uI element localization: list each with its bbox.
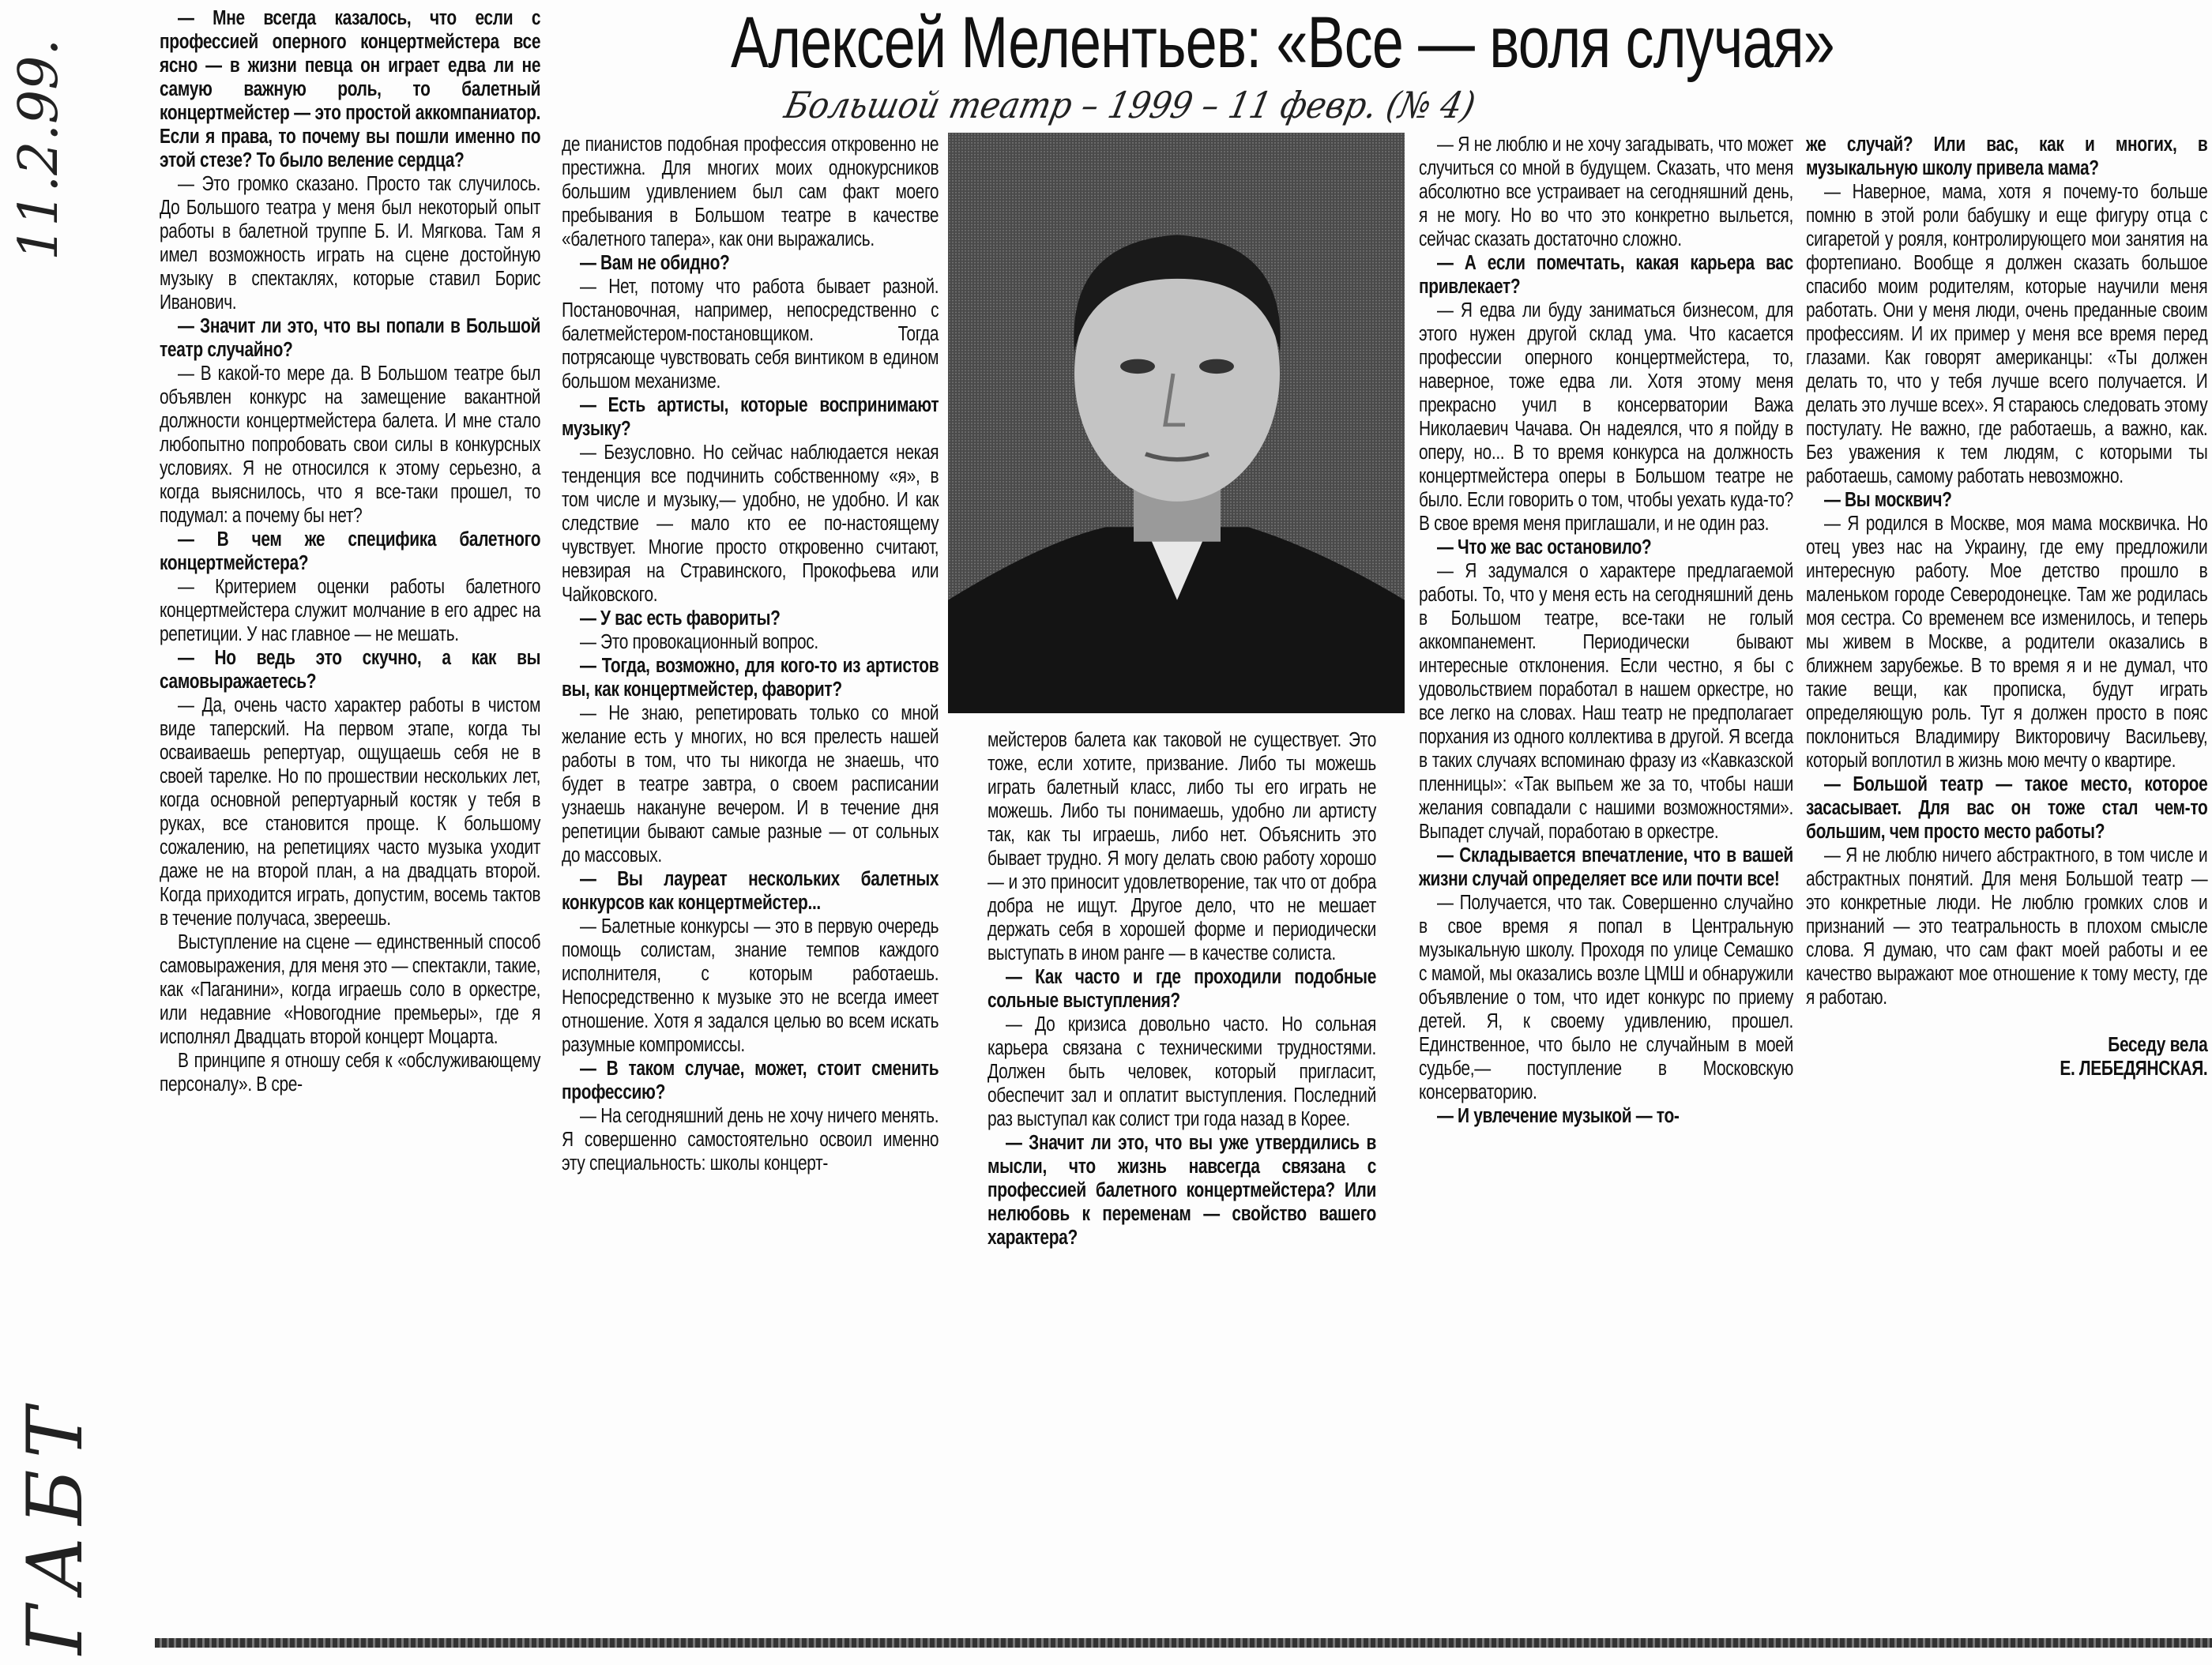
interview-answer: мейстеров балета как таковой не существует. Это тоже, если хотите, призвание. Либо ты можешь играть балетный класс, либо ты его играть не можешь. Либо ты понимаешь, удобно ли артисту так, как ты играешь, либо нет. Объяснить это бывает трудно. Я могу делать свою работу хорошо — и это приносит удовлетворение, так что от добра добра не ищут. Другое дело, что не мешает держать себя в хорошей форме и периодически выступать в ином ранге — в качестве солиста. <box>988 729 1376 964</box>
interview-question: — Значит ли это, что вы уже утвердились в мысли, что жизнь навсегда связана с профессией балетного концертмейстера? Или нелюбовь к переменам — свойство вашего характера? <box>988 1132 1376 1249</box>
interview-answer: — Я задумался о характере предлагаемой работы. То, что у меня есть на сегодняшний день в Большом театре, все-таки не голый аккомпанемент. Периодически бывают интересные отклонения. Если честно, я бы с удовольствием поработал в нашем оркестре, но все легко на словах. Наш театр не предполагает порхания из одного коллектива в другой. Я всегда в таких случаях вспоминаю фразу из «Кавказской пленницы»: «Так выпьем же за то, чтобы наши желания совпадали с нашими возможностями». Выпадет случай, поработаю в оркестре. <box>1419 560 1793 843</box>
interview-answer: — Это провокационный вопрос. <box>579 631 818 653</box>
interview-answer: — Балетные конкурсы — это в первую очередь помощь солистам, знание темпов каждого исполнителя, с которым работаешь. Непосредственно к музыке это не всегда имеет отношение. Хотя я задался целью во всем искать разумные компромиссы. <box>562 915 939 1056</box>
interview-question: — В чем же специфика балетного концертмейстера? <box>160 528 541 574</box>
interview-question: — Но ведь это скучно, а как вы самовыражаетесь? <box>160 647 541 693</box>
headline: Алексей Мелентьев: «Все — воля случая» <box>731 2 1834 83</box>
interview-answer: — Я не люблю ничего абстрактного, в том числе и абстрактных понятий. Для меня Большой театр — это конкретные люди. Не люблю громких слов и признаний — это театральность в плохом смысле слова. Я думаю, что сам факт моей работы и ее качество выражают мое отношение к тому месту, где я работаю. <box>1806 844 2208 1009</box>
interview-answer: — До кризиса довольно часто. Но сольная карьера связана с техническими трудностями. Должен быть человек, который пригласит, обеспечит зал и оплатит выступления. Последний раз выступал как солист три года назад в Корее. <box>988 1013 1376 1130</box>
interview-answer: — Я родился в Москве, моя мама москвичка. Но отец увез нас на Украину, где ему предложили интересную работу. Мое детство прошло в маленьком городе Северодонецке. Там же родилась моя сестра. Со временем все изменилось, и теперь мы живем в Москве, а родители оказались в ближнем зарубежье. В то время я и не думал, что такие вещи, как прописка, будут играть определяющую роль. Тут я должен просто в пояс поклониться Владимиру Викторовичу Васильеву, который воплотил в жизнь мою мечту о квартире. <box>1806 513 2208 772</box>
interview-answer: — Наверное, мама, хотя я почему-то больше помню в этой роли бабушку и еще фигуру отца с сигаретой у рояля, контролирующего мои занятия на фортепиано. Вообще я должен сказать большое спасибо моим родителям, которые научили меня работать. Они у меня люди, очень преданные своим профессиям. И их пример у меня все время перед глазами. Как говорят американцы: «Ты должен делать то, что у тебя лучше всего получается. И делать это лучше всех». Я стараюсь следовать этому постулату. Не важно, где работаешь, а важно, как. Без уважения к тем людям, с которыми ты работаешь, самому работать невозможно. <box>1806 181 2208 487</box>
interview-answer: — Нет, потому что работа бывает разной. Постановочная, например, непосредственно с балетмейстером-постановщиком. Тогда потрясающе чувствовать себя винтиком в едином большом механизме. <box>562 276 939 393</box>
handwritten-margin-note: ГАБТ <box>11 1396 100 1655</box>
article-column-1 <box>160 6 540 1096</box>
portrait-icon <box>948 133 1405 713</box>
interview-answer: — Я едва ли буду заниматься бизнесом, для этого нужен другой склад ума. Что касается профессии оперного концертмейстера, то, наверное, тоже едва ли. Хотя этому меня прекрасно учил в консерватории Важа Николаевич Чачава. Он надеялся, что я пойду в оперу, но... В то время конкурса на должность концертмейстера оперы в Большом театре не было. Если говорить о том, чтобы уехать куда-то? В свое время меня приглашали, и не один раз. <box>1419 299 1793 535</box>
interview-answer: Выступление на сцене — единственный способ самовыражения, для меня это — спектакли, такие, как «Паганини», когда играешь соло в оркестре, или недавние «Новогодние премьеры», где я исполнял Двадцать второй концерт Моцарта. <box>160 931 541 1048</box>
interview-question: — А если помечтать, какая карьера вас привлекает? <box>1419 252 1793 298</box>
interview-question: — Есть артисты, которые воспринимают музыку? <box>562 394 939 440</box>
handwritten-date-note: 11.2.99. <box>8 38 70 261</box>
interview-question: — Тогда, возможно, для кого-то из артистов вы, как концертмейстер, фаворит? <box>562 655 939 701</box>
interview-question: — Складывается впечатление, что в вашей жизни случай определяет все или почти все! <box>1419 844 1793 890</box>
interview-answer: — Да, очень часто характер работы в чистом виде таперский. На первом этапе, когда ты осваиваешь репертуар, ощущаешь себя не в своей тарелке. Но по прошествии нескольких лет, когда основной репертуарный костяк у тебя в руках, все становится проще. К большому сожалению, на репетициях часто музыка уходит даже не на второй план, а на двадцать второй. Когда приходится играть, допустим, восемь тактов в течение получаса, звереешь. <box>160 694 541 930</box>
article-column-4 <box>1419 133 1793 1128</box>
portrait-photo <box>948 133 1405 713</box>
interview-answer: — На сегодняшний день не хочу ничего менять. Я совершенно самостоятельно освоил именно эту специальность: школы концерт- <box>562 1105 939 1175</box>
article-column-3 <box>988 728 1376 1250</box>
article-column-2 <box>562 133 939 1175</box>
interview-question: — И увлечение музыкой — то- <box>1436 1105 1680 1127</box>
byline-author: Е. ЛЕБЕДЯНСКАЯ. <box>2060 1058 2208 1080</box>
interview-answer: — Не знаю, репетировать только со мной желание есть у многих, но вся прелесть нашей работы в том, что ты никогда не знаешь, что будет в театре завтра, о своем расписании узнаешь накануне вечером. И в течение дня репетиции бывают самые разные — от сольных до массовых. <box>562 702 939 866</box>
interview-answer: де пианистов подобная профессия откровенно не престижна. Для многих моих однокурсников большим удивлением был сам факт моего пребывания в Большом театре в качестве «балетного тапера», как они выражались. <box>562 133 939 250</box>
page-divider <box>155 1638 2212 1648</box>
interview-question: — Вы лауреат нескольких балетных конкурсов как концертмейстер... <box>562 868 939 914</box>
interview-answer: — Безусловно. Но сейчас наблюдается некая тенденция все подчинить собственному «я», в том числе и музыку,— удобно, не удобно. И как следствие — мало кто ее по-настоящему чувствует. Многие просто откровенно считают, невзирая на Стравинского, Прокофьева или Чайковского. <box>562 442 939 606</box>
interview-question: же случай? Или вас, как и многих, в музыкальную школу привела мама? <box>1806 133 2208 179</box>
interview-question: — Большой театр — такое место, которое засасывает. Для вас он тоже стал чем-то большим, чем просто место работы? <box>1806 773 2208 843</box>
interview-question: — Вы москвич? <box>1823 489 1952 511</box>
interview-question: — Как часто и где проходили подобные сольные выступления? <box>988 966 1376 1012</box>
interview-question: — Что же вас остановило? <box>1436 536 1652 558</box>
interview-question: — Значит ли это, что вы попали в Большой театр случайно? <box>160 315 541 361</box>
interview-question: — Мне всегда казалось, что если с профессией оперного концертмейстера все ясно — в жизни певца он играет едва ли не самую важную роль, то балетный концертмейстер — это простой аккомпаниатор. Если я права, то почему вы пошли именно по этой стезе? То было веление сердца? <box>160 7 541 171</box>
interview-question: — В таком случае, может, стоит сменить профессию? <box>562 1058 939 1103</box>
interview-answer: — Это громко сказано. Просто так случилось. До Большого театра у меня был некоторый опыт работы в балетной труппе Б. И. Мягкова. Там я имел возможность играть на сцене достойную музыку в спектаклях, которые ставил Борис Иванович. <box>160 173 541 314</box>
interview-question: — У вас есть фавориты? <box>579 607 781 630</box>
interview-answer: В принципе я отношу себя к «обслуживающему персоналу». В сре- <box>160 1050 541 1096</box>
article-column-5 <box>1806 133 2207 1081</box>
interview-answer: — Критерием оценки работы балетного концертмейстера служит молчание в его адрес на репетиции. У нас главное — не мешать. <box>160 576 541 645</box>
interview-question: — Вам не обидно? <box>579 252 730 274</box>
handwritten-source-note: Большой театр – 1999 – 11 февр. (№ 4) <box>781 84 1480 126</box>
interview-answer: — Получается, что так. Совершенно случайно в свое время я попал в Центральную музыкальную школу. Проходя по улице Семашко с мамой, мы оказались возле ЦМШ и обнаружили объявление о том, что идет конкурс по приему детей. Я, к своему удивлению, прошел. Единственное, что было не случайным в моей судьбе,— поступление в Московскую консерваторию. <box>1419 892 1793 1103</box>
byline-label: Беседу вела <box>2108 1034 2208 1056</box>
interview-answer: — В какой-то мере да. В Большом театре был объявлен конкурс на замещение вакантной должности концертмейстера балета. И мне стало любопытно попробовать свои силы в конкурсных условиях. Я не относился к этому серьезно, а когда выяснилось, что я все-таки прошел, то подумал: а почему бы нет? <box>160 363 541 527</box>
interview-answer: — Я не люблю и не хочу загадывать, что может случиться со мной в будущем. Сказать, что меня абсолютно все устраивает на сегодняшний день, я не могу. Но во что это конкретно выльется, сейчас сказать достаточно сложно. <box>1419 133 1793 250</box>
